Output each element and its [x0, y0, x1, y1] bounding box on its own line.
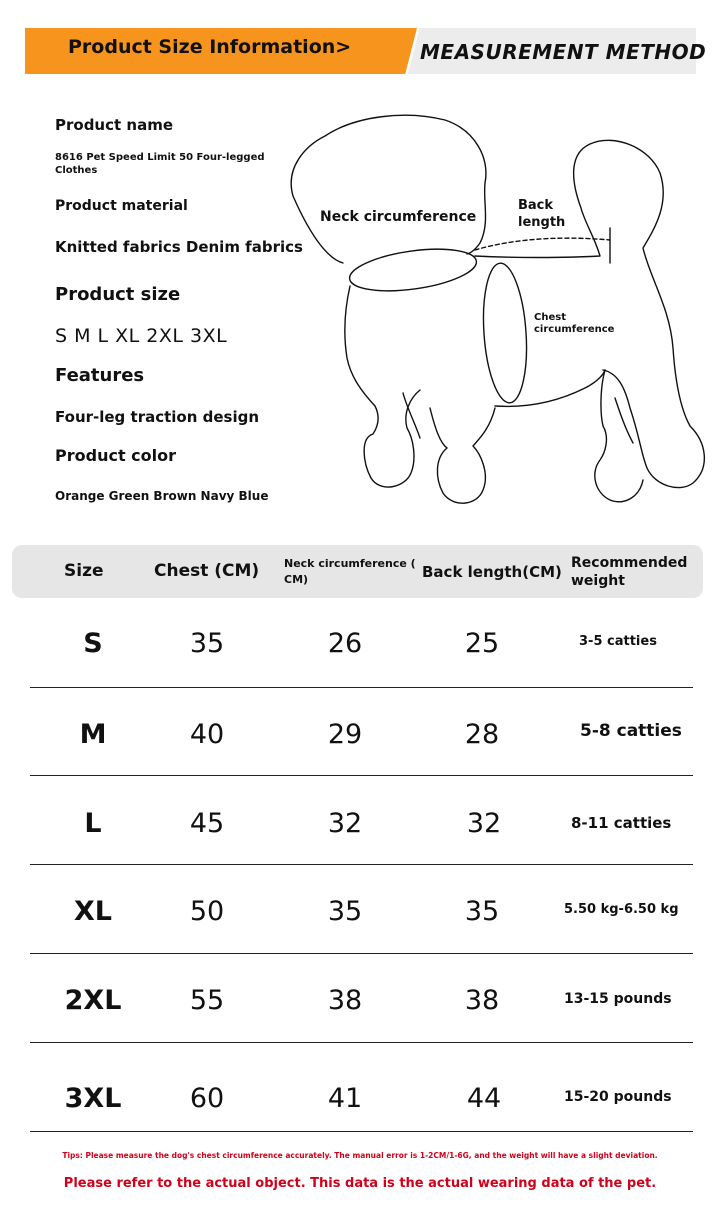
cell-back: 25: [464, 628, 500, 659]
cell-size: 3XL: [64, 1083, 122, 1114]
cell-neck: 29: [327, 719, 363, 750]
features-label: Features: [55, 365, 145, 386]
cell-neck: 41: [327, 1083, 363, 1114]
product-color-label: Product color: [55, 446, 176, 465]
cell-back: 28: [464, 719, 500, 750]
dog-measurement-diagram: [285, 108, 710, 513]
features-value: Four-leg traction design: [55, 408, 260, 426]
product-name-value: 8616 Pet Speed Limit 50 Four-legged Clothes: [55, 152, 265, 176]
cell-neck: 26: [327, 628, 363, 659]
header-chest: Chest (CM): [154, 561, 260, 581]
cell-weight: 8-11 catties: [571, 814, 672, 832]
product-color-value: Orange Green Brown Navy Blue: [55, 489, 269, 503]
neck-loop: [347, 242, 479, 297]
cell-back: 38: [464, 985, 500, 1016]
header-neck-2: CM): [284, 573, 309, 586]
chest-loop: [479, 262, 531, 405]
header-weight-1: Recommended: [571, 555, 688, 571]
cell-chest: 35: [189, 628, 225, 659]
page-title: Product Size Information>: [68, 36, 352, 58]
row-divider: [30, 687, 693, 688]
row-divider: [30, 1042, 693, 1043]
measurement-method-title: MEASUREMENT METHOD: [420, 40, 707, 64]
cell-back: 32: [466, 808, 502, 839]
size-table-header: [12, 545, 703, 598]
back-length-label-1: Back: [518, 198, 554, 213]
cell-neck: 38: [327, 985, 363, 1016]
actual-data-note: Please refer to the actual object. This data is the actual wearing data of the pet.: [63, 1176, 657, 1191]
back-length-label-2: length: [518, 215, 566, 230]
cell-weight: 15-20 pounds: [564, 1089, 672, 1105]
cell-chest: 55: [189, 985, 225, 1016]
cell-chest: 45: [189, 808, 225, 839]
chest-circumference-label-2: circumference: [534, 324, 615, 335]
dog-head-outline: [291, 115, 486, 263]
cell-neck: 32: [327, 808, 363, 839]
cell-back: 44: [466, 1083, 502, 1114]
tips-line: Tips: Please measure the dog's chest circumference accurately. The manual error is 1-2CM/1-6G, and the weight will have a slight deviation.: [62, 1151, 658, 1160]
cell-size: S: [83, 628, 103, 659]
back-length-line: [475, 238, 610, 250]
header-size: Size: [64, 561, 104, 581]
row-divider: [30, 953, 693, 954]
cell-neck: 35: [327, 896, 363, 927]
cell-size: L: [84, 808, 102, 839]
product-name-label: Product name: [55, 116, 174, 134]
cell-chest: 40: [189, 719, 225, 750]
header-back: Back length(CM): [422, 563, 562, 581]
cell-size: XL: [73, 896, 113, 927]
cell-size: 2XL: [64, 985, 122, 1016]
header-weight-2: weight: [571, 573, 625, 589]
row-divider: [30, 775, 693, 776]
cell-weight: 13-15 pounds: [564, 991, 672, 1007]
product-size-value: S M L XL 2XL 3XL: [55, 325, 228, 347]
dog-body-outline: [475, 140, 704, 487]
cell-weight: 5.50 kg-6.50 kg: [564, 902, 679, 917]
row-divider: [30, 864, 693, 865]
cell-chest: 60: [189, 1083, 225, 1114]
header-neck-1: Neck circumference (: [284, 557, 416, 570]
row-divider: [30, 1131, 693, 1132]
product-material-label: Product material: [55, 198, 188, 214]
cell-back: 35: [464, 896, 500, 927]
chest-circumference-label-1: Chest: [534, 312, 566, 323]
cell-size: M: [79, 719, 107, 750]
neck-circumference-label: Neck circumference: [320, 209, 477, 225]
product-size-label: Product size: [55, 284, 181, 305]
cell-chest: 50: [189, 896, 225, 927]
cell-weight: 5-8 catties: [580, 721, 682, 741]
cell-weight: 3-5 catties: [579, 634, 657, 649]
product-material-value: Knitted fabrics Denim fabrics: [55, 238, 303, 256]
